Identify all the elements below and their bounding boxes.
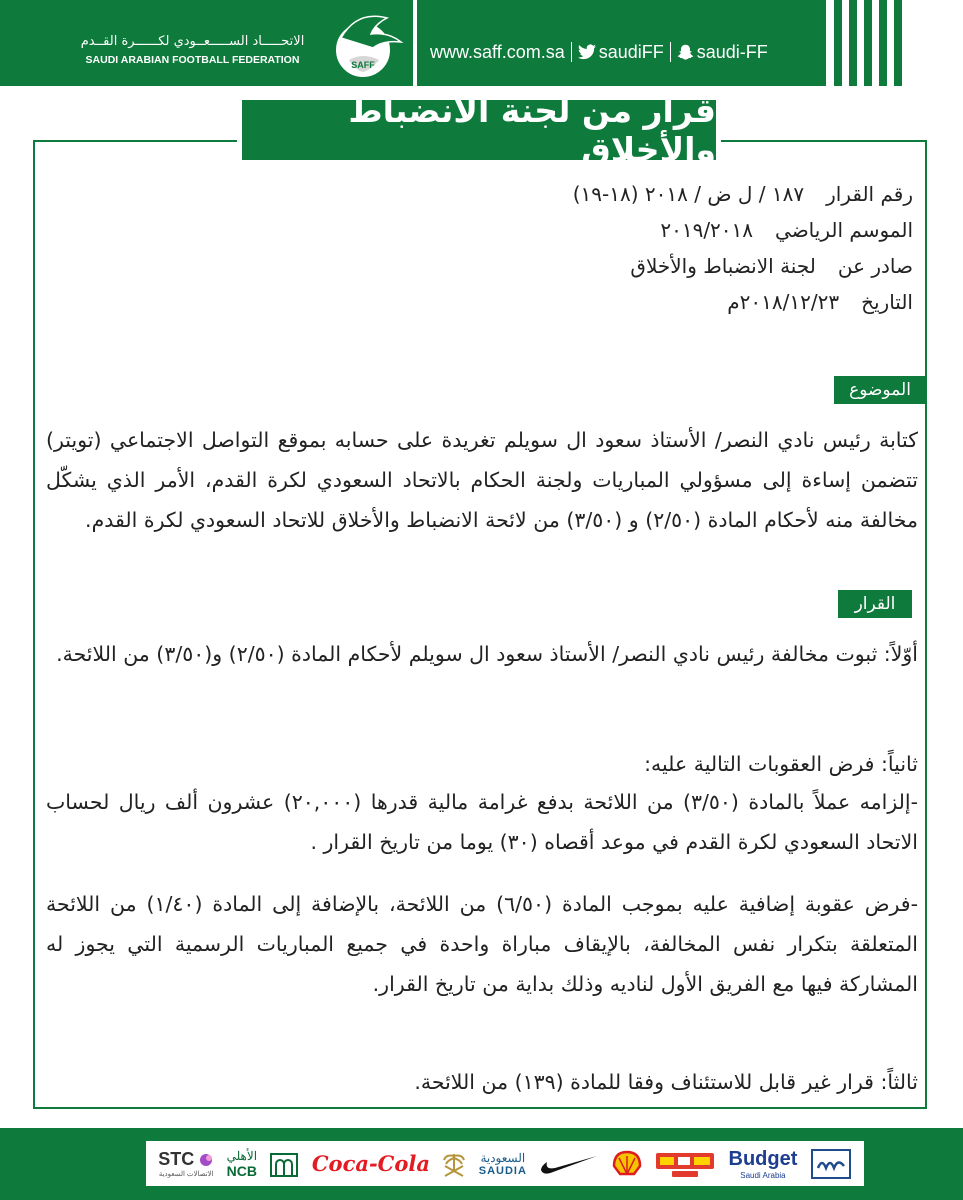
federation-name-arabic: الاتحـــــاد الســـــعــودي لكــــــرة القــدم — [80, 34, 305, 49]
sponsor-stc-logo — [158, 1149, 214, 1178]
snapchat-handle[interactable]: saudi-FF — [696, 41, 768, 62]
meta-label: رقم القرار — [826, 182, 913, 206]
sponsor-ncb-logo — [227, 1149, 257, 1179]
decision-second-fine: -إلزامه عملاً بالمادة (٣/٥٠) من اللائحة بدفع غرامة مالية قدرها (٢٠,٠٠٠) عشرون ألف ريال لحساب الاتحاد السعودي لكرة القدم في موعد أقصاه (٣٠) يوما من تاريخ القرار . — [46, 790, 918, 854]
decision-second-title: ثانياً: فرض العقوبات التالية عليه: — [644, 752, 918, 776]
saff-emblem-icon — [327, 8, 407, 82]
sponsor-strip — [146, 1141, 864, 1186]
sponsor-name: NCB — [226, 1162, 257, 1179]
sponsor-subtitle: Saudi Arabia — [740, 1170, 786, 1180]
meta-issued-by — [313, 248, 913, 284]
decor-stripe — [849, 0, 857, 86]
title-box — [237, 91, 721, 169]
decor-stripe — [864, 0, 872, 86]
sponsor-cocacola-logo: Coca-Cola — [311, 1151, 430, 1176]
meta-value: ١٨٧ / ل ض / ٢٠١٨ (١٨-١٩) — [572, 182, 805, 206]
meta-season — [313, 212, 913, 248]
meta-date — [313, 284, 913, 320]
section-tag-topic: الموضوع — [834, 376, 926, 404]
divider — [571, 42, 572, 62]
sponsor-name: Budget — [728, 1147, 798, 1170]
emblem-label: SAFF — [351, 60, 375, 70]
meta-value: ٢٠١٨/١٢/٢٣م — [727, 290, 840, 314]
sponsor-calligraphy-logo-icon — [810, 1148, 852, 1180]
sponsor-arabic-name: السعودية — [480, 1150, 526, 1165]
sponsor-arabic-name: الأهلي — [226, 1148, 258, 1163]
meta-value: لجنة الانضباط والأخلاق — [630, 254, 816, 278]
sponsor-budget-logo — [729, 1148, 798, 1180]
meta-decision-number — [313, 176, 913, 212]
stc-mark-icon — [198, 1152, 214, 1168]
federation-name-english: SAUDI ARABIAN FOOTBALL FEDERATION — [85, 54, 300, 66]
ncb-arch-icon — [269, 1150, 299, 1178]
decision-meta — [313, 176, 913, 320]
decision-second-extra: -فرض عقوبة إضافية عليه بموجب المادة (٦/٥٠) من اللائحة، بالإضافة إلى المادة (١/٤٠) من اللائحة المتعلقة بتكرار نفس المخالفة، بالإيقاف مباراة واحدة في جميع المباريات الرسمية التي يجوز له المشاركة فيها مع الفريق الأول لناديه وذلك بداية من تاريخ القرار. — [46, 892, 918, 996]
sponsor-saudia-logo — [479, 1151, 527, 1177]
meta-label: الموسم الرياضي — [775, 218, 913, 242]
meta-label: التاريخ — [861, 290, 913, 314]
palm-swords-emblem-icon — [442, 1150, 466, 1178]
sponsor-name: SAUDIA — [478, 1164, 527, 1177]
decor-stripe — [834, 0, 842, 86]
decor-stripe — [894, 0, 902, 86]
decision-first: أوّلاً: ثبوت مخالفة رئيس نادي النصر/ الأستاذ سعود ال سويلم لأحكام المادة (٢/٥٠) و(٣/٥٠) من اللائحة. — [56, 642, 918, 666]
website-link[interactable]: www.saff.com.sa — [430, 41, 565, 62]
shell-logo-icon — [612, 1150, 642, 1178]
header-bar — [0, 0, 963, 86]
sponsor-subtitle: الاتصالات السعودية — [158, 1171, 214, 1178]
contact-links — [430, 40, 768, 64]
hamburger-brand-logo-icon — [654, 1149, 716, 1179]
meta-value: ٢٠١٩/٢٠١٨ — [660, 218, 754, 242]
twitter-icon — [578, 44, 596, 60]
divider — [670, 42, 671, 62]
section-tag-decision: القرار — [838, 590, 912, 618]
topic-paragraph: كتابة رئيس نادي النصر/ الأستاذ سعود ال سويلم تغريدة على حسابه بموقع التواصل الاجتماعي (تويتر) تتضمن إساءة إلى مسؤولي المباريات ولجنة الحكام بالاتحاد السعودي لكرة القدم، الأمر الذي يشكّل مخالفة منه لأحكام المادة (٢/٥٠) و (٣/٥٠) من لائحة الانضباط والأخلاق للاتحاد السعودي لكرة القدم. — [46, 428, 918, 532]
page-title: قرار من لجنة الانضباط والأخلاق — [242, 100, 716, 160]
nike-swoosh-icon — [539, 1152, 599, 1176]
meta-label: صادر عن — [837, 254, 913, 278]
decor-stripe — [879, 0, 887, 86]
decision-third: ثالثاً: قرار غير قابل للاستئناف وفقا للمادة (١٣٩) من اللائحة. — [414, 1070, 918, 1094]
snapchat-icon — [677, 44, 694, 61]
twitter-handle[interactable]: saudiFF — [598, 41, 664, 62]
sponsor-name: STC — [158, 1149, 195, 1169]
